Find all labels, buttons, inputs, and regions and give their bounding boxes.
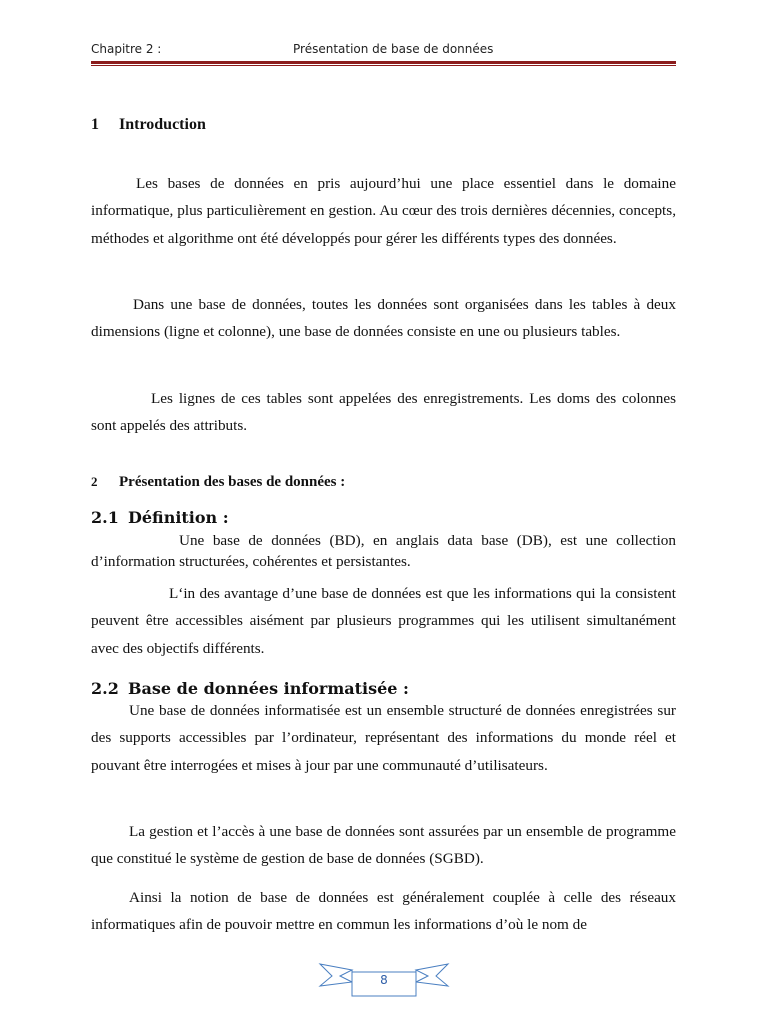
section-title: Définition : xyxy=(128,508,229,527)
page-number: 8 xyxy=(380,973,388,987)
heading-definition xyxy=(91,508,229,527)
paragraph-informatisee-2: La gestion et l’accès à une base de données sont assurées par un ensemble de programme que constitué le système de gestion de base de données (SGBD). xyxy=(91,823,676,868)
paragraph-definition-2: L‘in des avantage d’une base de données est que les informations qui la consistent peuvent être accessibles aisément par plusieurs programmes qui les utilisent simultanément avec des objectifs différents. xyxy=(91,585,676,657)
heading-presentation xyxy=(91,474,345,491)
section-number: 2.1 xyxy=(91,508,119,527)
section-number: 1 xyxy=(91,116,99,133)
chapter-label: Chapitre 2 : xyxy=(91,42,162,56)
header-rule-thin xyxy=(91,65,676,66)
header-title: Présentation de base de données xyxy=(293,42,494,56)
section-number: 2.2 xyxy=(91,679,119,698)
paragraph-intro-2: Dans une base de données, toutes les données sont organisées dans les tables à deux dimensions (ligne et colonne), une base de données consiste en une ou plusieurs tables. xyxy=(91,296,676,341)
heading-base-informatisee xyxy=(91,679,409,698)
header-rule xyxy=(91,61,676,64)
page-header xyxy=(91,42,676,58)
section-title: Introduction xyxy=(119,116,206,133)
section-number: 2 xyxy=(91,474,98,489)
paragraph-informatisee-3: Ainsi la notion de base de données est généralement couplée à celle des réseaux informatiques afin de pouvoir mettre en commun les informations d’où le nom de xyxy=(91,889,676,934)
paragraph-intro-1: Les bases de données en pris aujourd’hui une place essentiel dans le domaine informatique, plus particulièrement en gestion. Au cœur des trois dernières décennies, concepts, méthodes et algorithme ont été développés pour gérer les différents types des données. xyxy=(91,175,676,247)
section-title: Base de données informatisée : xyxy=(128,679,409,698)
heading-introduction xyxy=(91,116,206,134)
paragraph-definition-1: Une base de données (BD), en anglais data base (DB), est une collection d’information structurées, cohérentes et persistantes. xyxy=(91,532,676,570)
section-title: Présentation des bases de données : xyxy=(119,474,346,490)
paragraph-intro-3: Les lignes de ces tables sont appelées des enregistrements. Les doms des colonnes sont appelés des attributs. xyxy=(91,390,676,435)
paragraph-informatisee-1: Une base de données informatisée est un ensemble structuré de données enregistrées sur des supports accessibles par l’ordinateur, représentant des informations du monde réel et pouvant être interrogées et mises à jour par une communauté d’utilisateurs. xyxy=(91,702,676,774)
